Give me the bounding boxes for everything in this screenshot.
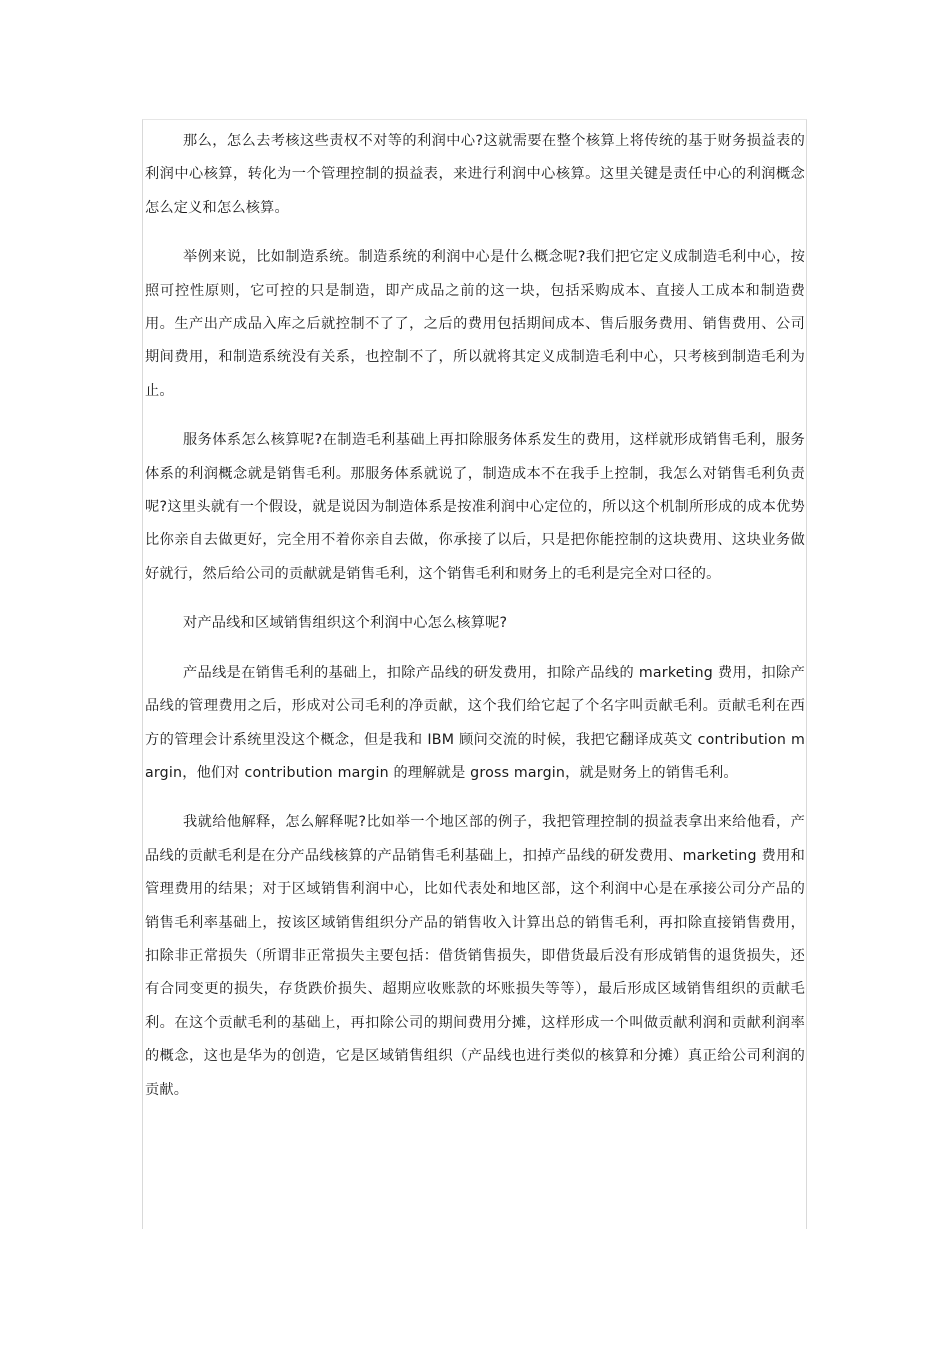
- paragraph-manufacturing-system: 举例来说，比如制造系统。制造系统的利润中心是什么概念呢?我们把它定义成制造毛利中心，按照可控性原则，它可控的只是制造，即产成品之前的这一块，包括采购成本、直接人工成本和制造费用。生产出产成品入库之后就控制不了了，之后的费用包括期间成本、售后服务费用、销售费用、公司期间费用，和制造系统没有关系，也控制不了，所以就将其定义成制造毛利中心，只考核到制造毛利为止。: [145, 249, 805, 399]
- paragraph-contribution-margin: 产品线是在销售毛利的基础上，扣除产品线的研发费用，扣除产品线的 marketing 费用，扣除产品线的管理费用之后，形成对公司毛利的净贡献，这个我们给它起了个名字叫贡献毛利。贡献毛利在西方的管理会计系统里没这个概念，但是我和 IBM 顾问交流的时候，我把它翻译成英文 contribution margin，他们对 contribution margin 的理解就是 gross margin，就是财务上的销售毛利。: [145, 664, 805, 781]
- document-body: [145, 125, 805, 1107]
- paragraph-service-system: 服务体系怎么核算呢?在制造毛利基础上再扣除服务体系发生的费用，这样就形成销售毛利，服务体系的利润概念就是销售毛利。那服务体系就说了，制造成本不在我手上控制，我怎么对销售毛利负责呢?这里头就有一个假设，就是说因为制造体系是按准利润中心定位的，所以这个机制所形成的成本优势比你亲自去做更好，完全用不着你亲自去做，你承接了以后，只是把你能控制的这块费用、这块业务做好就行，然后给公司的贡献就是销售毛利，这个销售毛利和财务上的毛利是完全对口径的。: [145, 432, 805, 582]
- paragraph-profit-center-assessment: 那么，怎么去考核这些责权不对等的利润中心?这就需要在整个核算上将传统的基于财务损益表的利润中心核算，转化为一个管理控制的损益表，来进行利润中心核算。这里关键是责任中心的利润概念怎么定义和怎么核算。: [145, 133, 805, 216]
- paragraph-product-line-question: 对产品线和区域销售组织这个利润中心怎么核算呢?: [183, 615, 508, 632]
- paragraph-regional-explanation: 我就给他解释，怎么解释呢?比如举一个地区部的例子，我把管理控制的损益表拿出来给他看，产品线的贡献毛利是在分产品线核算的产品销售毛利基础上，扣掉产品线的研发费用、marketing 费用和管理费用的结果；对于区域销售利润中心，比如代表处和地区部，这个利润中心是在承接公司分产品的销售毛利率基础上，按该区域销售组织分产品的销售收入计算出总的销售毛利，再扣除直接销售费用，扣除非正常损失（所谓非正常损失主要包括：借货销售损失，即借货最后没有形成销售的退货损失，还有合同变更的损失，存货跌价损失、超期应收账款的坏账损失等等），最后形成区域销售组织的贡献毛利。在这个贡献毛利的基础上，再扣除公司的期间费用分摊，这样形成一个叫做贡献利润和贡献利润率的概念，这也是华为的创造，它是区域销售组织（产品线也进行类似的核算和分摊）真正给公司利润的贡献。: [145, 814, 805, 1098]
